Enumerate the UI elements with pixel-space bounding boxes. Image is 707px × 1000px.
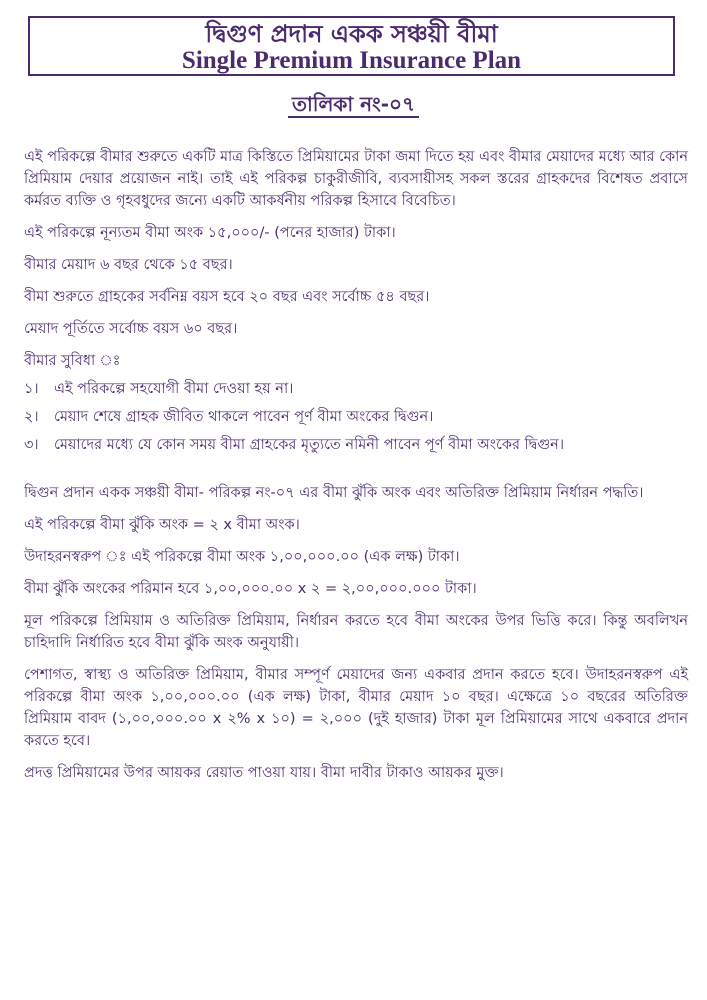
- title-english: Single Premium Insurance Plan: [181, 47, 522, 74]
- benefit-number: ৩।: [24, 437, 39, 453]
- benefit-number: ২।: [24, 409, 39, 425]
- benefits-heading: বীমার সুবিধা ঃ: [24, 353, 121, 369]
- benefit-item: [24, 406, 688, 428]
- benefit-text: মেয়াদের মধ্যে যে কোন সময় বীমা গ্রাহকের মৃত্যুতে নমিনী পাবেন পূর্ণ বীমা অংকের দ্বিগুন।: [54, 437, 565, 453]
- risk-formula: এই পরিকল্পে বীমা ঝুঁকি অংক = ২ x বীমা অংক।: [24, 517, 300, 533]
- benefit-text: এই পরিকল্পে সহযোগী বীমা দেওয়া হয় না।: [54, 381, 294, 397]
- tax-benefit-paragraph: প্রদত্ত প্রিমিয়ামের উপর আয়কর রেয়াত পাওয়া যায়। বীমা দাবীর টাকাও আয়কর মুক্ত।: [24, 765, 504, 781]
- table-number-text: তালিকা নং-০৭: [288, 92, 419, 118]
- table-number-heading: [0, 92, 707, 116]
- maturity-age: মেয়াদ পূর্তিতে সর্বোচ্চ বয়স ৬০ বছর।: [24, 321, 238, 337]
- benefit-item: [24, 434, 688, 456]
- intro-paragraph: এই পরিকল্পে বীমার শুরুতে একটি মাত্র কিস্তিতে প্রিমিয়ামের টাকা জমা দিতে হয় এবং বীমার মেয়াদের মধ্যে আর কোন প্রিমিয়াম দেয়ার প্রয়োজন নাই। তাই এই পরিকল্প চাকুরীজীবি, ব্যবসায়ীসহ সকল স্তরের গ্রাহকদের বিশেষত প্রবাসে কর্মরত ব্যক্তি ও গৃহবধুদের জন্যে একটি আকর্ষনীয় পরিকল্প হিসাবে বিবেচিত।: [24, 149, 688, 209]
- example-sum-assured: উদাহরনস্বরুপ ঃ এই পরিকল্পে বীমা অংক ১,০০,০০০.০০ (এক লক্ষ) টাকা।: [24, 549, 460, 565]
- benefit-item: [24, 378, 688, 400]
- min-sum-assured: এই পরিকল্পে নূন্যতম বীমা অংক ১৫,০০০/- (পনের হাজার) টাকা।: [24, 225, 396, 241]
- extra-premium-paragraph: পেশাগত, স্বাস্থ্য ও অতিরিক্ত প্রিমিয়াম, বীমার সম্পূর্ণ মেয়াদের জন্য একবার প্রদান করতে হবে। উদাহরনস্বরুপ এই পরিকল্পে বীমা অংক ১,০০,০০০.০০ (এক লক্ষ) টাকা, বীমার মেয়াদ ১০ বছর। এক্ষেত্রে ১০ বছরের অতিরিক্ত প্রিমিয়াম বাবদ (১,০০,০০০.০০ x ২% x ১০) = ২,০০০ (দুই হাজার) টাকা মূল প্রিমিয়ামের সাথে একবারে প্রদান করতে হবে।: [24, 667, 688, 749]
- premium-basis-paragraph: মূল পরিকল্পে প্রিমিয়াম ও অতিরিক্ত প্রিমিয়াম, নির্ধারন করতে হবে বীমা অংকের উপর ভিত্তি করে। কিন্তু অবলিখন চাহিদাদি নির্ধারিত হবে বীমা ঝুঁকি অংক অনুযায়ী।: [24, 613, 688, 651]
- benefit-text: মেয়াদ শেষে গ্রাহক জীবিত থাকলে পাবেন পূর্ণ বীমা অংকের দ্বিগুন।: [54, 409, 434, 425]
- benefit-number: ১।: [24, 381, 39, 397]
- title-bengali: দ্বিগুণ প্রদান একক সঞ্চয়ী বীমা: [205, 20, 498, 48]
- policy-term: বীমার মেয়াদ ৬ বছর থেকে ১৫ বছর।: [24, 257, 233, 273]
- risk-method-paragraph: দ্বিগুন প্রদান একক সঞ্চয়ী বীমা- পরিকল্প নং-০৭ এর বীমা ঝুঁকি অংক এবং অতিরিক্ত প্রিমিয়াম নির্ধারন পদ্ধতি।: [24, 485, 644, 501]
- title-box: [28, 16, 675, 76]
- entry-age: বীমা শুরুতে গ্রাহকের সর্বনিম্ন বয়স হবে ২০ বছর এবং সর্বোচ্চ ৫৪ বছর।: [24, 289, 430, 305]
- example-risk-amount: বীমা ঝুঁকি অংকের পরিমান হবে ১,০০,০০০.০০ x ২ = ২,০০,০০০.০০০ টাকা।: [24, 581, 477, 597]
- document-body: [24, 146, 688, 784]
